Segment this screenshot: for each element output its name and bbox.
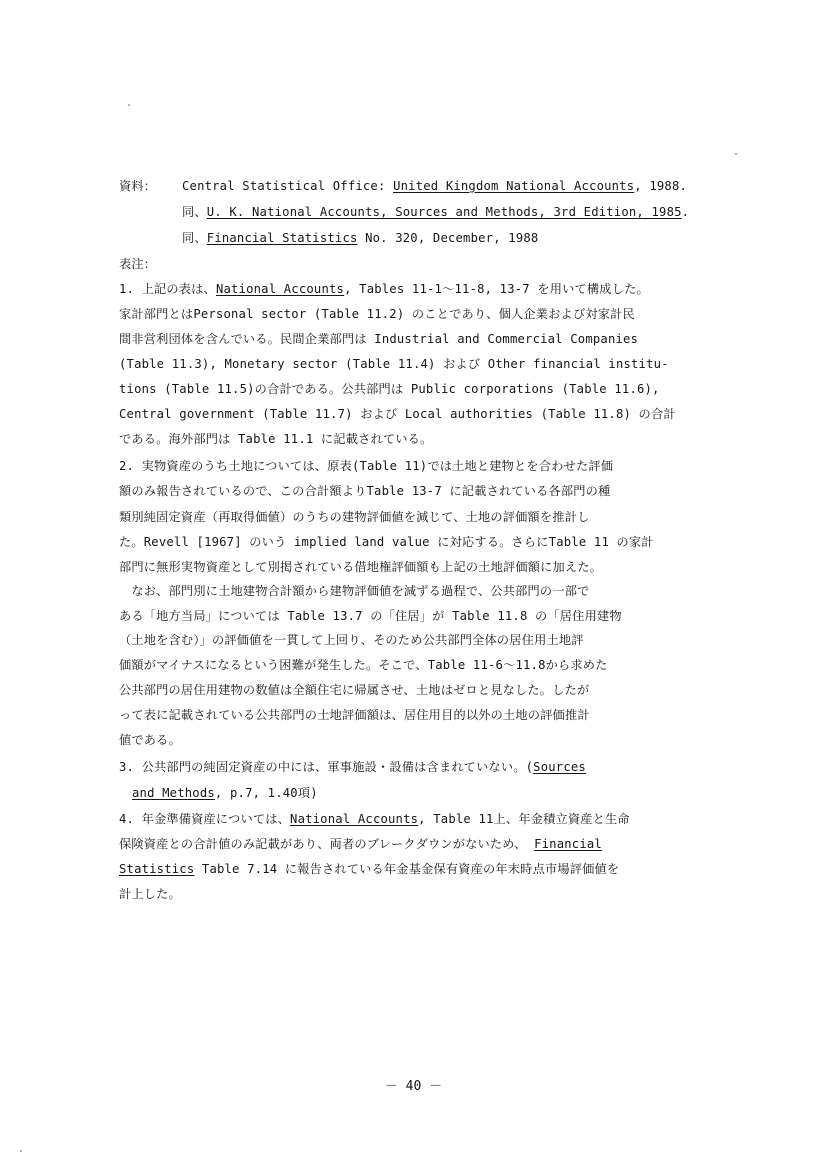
source-line-1: Central Statistical Office: United Kingdom National Accounts, 1988. — [182, 179, 688, 193]
scan-speck — [735, 153, 737, 155]
note-3-line: and Methods, p.7, 1.40項) — [132, 786, 318, 800]
note-2-line: って表に記載されている公共部門の土地評価額は、居住用目的以外の土地の評価推計 — [119, 708, 590, 722]
note-2-line: 2. 実物資産のうち土地については、原表(Table 11)では土地と建物とを合わせた評価 — [119, 459, 614, 473]
note-1-line: Central government (Table 11.7) および Local authorities (Table 11.8) の合計 — [119, 407, 676, 421]
notes-label: 表注： — [119, 257, 157, 271]
note-1-line: tions (Table 11.5)の合計である。公共部門は Public corporations (Table 11.6), — [119, 382, 660, 396]
note-2-line: 価額がマイナスになるという困難が発生した。そこで、Table 11-6～11.8から求めた — [119, 658, 608, 672]
note-4-line: Statistics Table 7.14 に報告されている年金基金保有資産の年末時点市場評価値を — [119, 862, 620, 876]
cited-title: Sources — [533, 760, 586, 774]
cited-title: National Accounts — [290, 812, 419, 826]
source-title: U. K. National Accounts, Sources and Methods, 3rd Edition, 1985 — [206, 205, 682, 219]
note-2-line: 額のみ報告されているので、この合計額よりTable 13-7 に記載されている各部門の種 — [119, 484, 611, 498]
source-line-2: 同、U. K. National Accounts, Sources and Methods, 3rd Edition, 1985. — [182, 205, 690, 219]
cited-title: Financial — [534, 837, 602, 851]
note-1-line: 間非営利団体を含んでいる。民間企業部門は Industrial and Commercial Companies — [119, 332, 639, 346]
note-2-line: （土地を含む）」の評価値を一貫して上回り、そのため公共部門全体の居住用土地評 — [119, 633, 584, 647]
note-2-line: 類別純固定資産（再取得価値）のうちの建物評価値を減じて、土地の評価額を推計し — [119, 510, 590, 524]
scan-speck — [128, 104, 130, 106]
note-2-line: なお、部門別に土地建物合計額から建物評価値を減ずる過程で、公共部門の一部で — [119, 584, 590, 598]
cited-title: National Accounts — [215, 282, 345, 296]
note-1-line: (Table 11.3), Monetary sector (Table 11.4) および Other financial institu- — [119, 357, 669, 371]
note-4-line: 4. 年金準備資産については、National Accounts, Table 11上、年金積立資産と生命 — [119, 812, 630, 826]
note-2-line: 部門に無形実物資産として別掲されている借地権評価額も上記の土地評価額に加えた。 — [119, 560, 603, 574]
cited-title: Statistics — [119, 862, 195, 876]
note-2-line: 公共部門の居住用建物の数値は全額住宅に帰属させ、土地はゼロと見なした。したが — [119, 683, 590, 697]
cited-title: and Methods — [132, 786, 215, 800]
note-2-line: た。Revell [1967] のいう implied land value に対応する。さらにTable 11 の家計 — [119, 535, 654, 549]
note-2-line: 値である。 — [119, 733, 181, 747]
source-line-3: 同、Financial Statistics No. 320, December, 1988 — [182, 231, 539, 245]
source-title: United Kingdom National Accounts — [393, 179, 635, 193]
page-number: － 40 － — [384, 1079, 443, 1094]
note-2-line: ある「地方当局」については Table 13.7 の「住居」が Table 11.8 の「居住用建物 — [119, 609, 622, 623]
scan-speck — [20, 1150, 22, 1152]
note-1-line: である。海外部門は Table 11.1 に記載されている。 — [119, 432, 433, 446]
sources-label: 資料： — [119, 179, 157, 193]
note-3-line: 3. 公共部門の純固定資産の中には、軍事施設・設備は含まれていない。(Sources — [119, 760, 586, 774]
note-4-line: 保険資産との合計値のみ記載があり、両者のブレークダウンがないため、 Financial — [119, 837, 602, 851]
note-1-line: 家計部門とはPersonal sector (Table 11.2) のことであり、個人企業および対家計民 — [119, 307, 635, 321]
source-title: Financial Statistics — [206, 231, 358, 245]
note-4-line: 計上した。 — [119, 887, 181, 901]
note-1-line: 1. 上記の表は、National Accounts, Tables 11-1～11-8, 13-7 を用いて構成した。 — [119, 282, 649, 296]
